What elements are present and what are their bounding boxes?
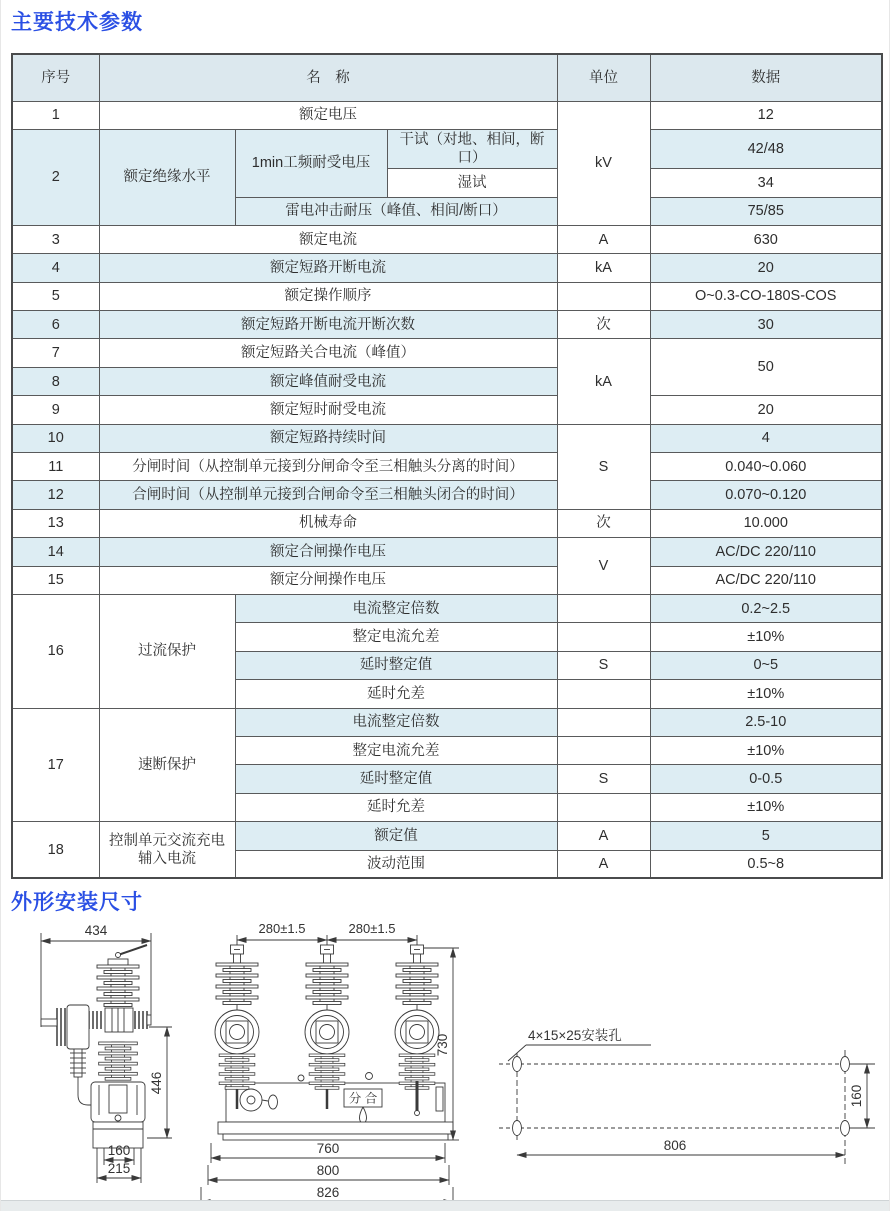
row-no: 9 (12, 396, 99, 424)
row-unit-empty (557, 793, 650, 821)
row-name: 机械寿命 (99, 509, 557, 537)
row-data: ±10% (650, 793, 882, 821)
row-data: 20 (650, 396, 882, 424)
row-unit: 次 (557, 311, 650, 339)
row-no: 5 (12, 282, 99, 310)
row-name: 分闸时间（从控制单元接到分闸命令至三相触头分离的时间） (99, 453, 557, 481)
row-data: ±10% (650, 680, 882, 708)
table-row (12, 396, 882, 424)
row-data: O~0.3-CO-180S-COS (650, 282, 882, 310)
row-no: 10 (12, 424, 99, 452)
row-data: 30 (650, 311, 882, 339)
row-subname: 额定值 (235, 822, 557, 850)
technical-parameters-table (11, 53, 883, 879)
row-data: 42/48 (650, 129, 882, 168)
row-name: 额定绝缘水平 (99, 129, 235, 225)
row-name: 控制单元交流充电辅入电流 (99, 822, 235, 879)
row-data: AC/DC 220/110 (650, 566, 882, 594)
row-no: 18 (12, 822, 99, 879)
dim-front-height-label: 730 (435, 1033, 450, 1057)
table-header-row (12, 54, 882, 101)
row-unit: V (557, 538, 650, 595)
row-data: 12 (650, 101, 882, 129)
row-data: 75/85 (650, 197, 882, 225)
row-no: 3 (12, 225, 99, 253)
dim-top-width-label: 434 (84, 923, 108, 938)
row-unit: kV (557, 101, 650, 225)
row-unit-empty (557, 595, 650, 623)
table-row (12, 225, 882, 253)
row-name: 额定短路关合电流（峰值） (99, 339, 557, 367)
row-no: 6 (12, 311, 99, 339)
dim-height-label: 446 (149, 1071, 164, 1095)
row-unit: kA (557, 254, 650, 282)
dim-w1-label: 760 (316, 1141, 340, 1156)
row-no: 4 (12, 254, 99, 282)
row-subname: 波动范围 (235, 850, 557, 878)
row-name: 合闸时间（从控制单元接到合闸命令至三相触头闭合的时间） (99, 481, 557, 509)
row-name: 过流保护 (99, 595, 235, 709)
row-subname: 电流整定倍数 (235, 708, 557, 736)
row-no: 1 (12, 101, 99, 129)
table-row (12, 101, 882, 129)
row-subname: 延时整定值 (235, 765, 557, 793)
dim-hole-horizontal-label: 806 (663, 1138, 687, 1153)
row-no: 12 (12, 481, 99, 509)
mounting-holes-label: 4×15×25安装孔 (528, 1028, 622, 1043)
row-no: 13 (12, 509, 99, 537)
row-unit: A (557, 850, 650, 878)
row-data: 50 (650, 339, 882, 396)
row-no: 14 (12, 538, 99, 566)
dim-hole-vertical-label: 160 (849, 1084, 864, 1108)
section-title-dimensions: 外形安装尺寸 (11, 891, 143, 914)
row-unit: 次 (557, 509, 650, 537)
table-row (12, 282, 882, 310)
row-data: 0.040~0.060 (650, 453, 882, 481)
row-unit-empty (557, 623, 650, 651)
row-no: 2 (12, 129, 99, 225)
header-name: 名 称 (99, 54, 557, 101)
row-subname: 1min工频耐受电压 (235, 129, 387, 197)
row-data: 4 (650, 424, 882, 452)
row-name: 额定短路开断电流开断次数 (99, 311, 557, 339)
row-name: 额定分闸操作电压 (99, 566, 557, 594)
mounting-holes-figure (499, 1027, 875, 1165)
table-row (12, 509, 882, 537)
row-name: 额定峰值耐受电流 (99, 367, 557, 395)
table-row (12, 538, 882, 566)
row-subname: 整定电流允差 (235, 736, 557, 764)
row-data: ±10% (650, 736, 882, 764)
side-view-figure (41, 923, 172, 1183)
row-data: 0.070~0.120 (650, 481, 882, 509)
row-data: 5 (650, 822, 882, 850)
row-name: 额定电压 (99, 101, 557, 129)
row-name: 额定短时耐受电流 (99, 396, 557, 424)
row-no: 17 (12, 708, 99, 822)
row-no: 16 (12, 595, 99, 709)
row-unit: A (557, 225, 650, 253)
row-data: 0-0.5 (650, 765, 882, 793)
row-unit-empty (557, 736, 650, 764)
open-close-indicator-label: 分 合 (348, 1091, 378, 1106)
row-subname: 湿试 (387, 169, 557, 197)
table-row (12, 822, 882, 850)
section-title-main-parameters: 主要技术参数 (11, 11, 143, 34)
header-unit: 单位 (557, 54, 650, 101)
dim-pole-spacing2-label: 280±1.5 (348, 921, 396, 936)
row-subname: 电流整定倍数 (235, 595, 557, 623)
table-row (12, 254, 882, 282)
row-no: 15 (12, 566, 99, 594)
row-unit: kA (557, 339, 650, 424)
row-data: 0~5 (650, 651, 882, 679)
dim-w2-label: 800 (316, 1163, 340, 1178)
row-unit-empty (557, 282, 650, 310)
table-row (12, 708, 882, 736)
header-no: 序号 (12, 54, 99, 101)
front-view-figure (201, 921, 459, 1207)
dim-base-outer-label: 215 (107, 1161, 131, 1176)
row-name: 额定合闸操作电压 (99, 538, 557, 566)
table-row (12, 311, 882, 339)
row-name: 速断保护 (99, 708, 235, 822)
table-row (12, 453, 882, 481)
row-unit-empty (557, 680, 650, 708)
row-unit: A (557, 822, 650, 850)
header-data: 数据 (650, 54, 882, 101)
row-data: AC/DC 220/110 (650, 538, 882, 566)
table-row (12, 481, 882, 509)
table-row (12, 566, 882, 594)
row-no: 11 (12, 453, 99, 481)
table-row (12, 339, 882, 367)
outline-dimension-drawing (1, 915, 890, 1211)
row-name: 额定电流 (99, 225, 557, 253)
table-row (12, 595, 882, 623)
row-data: 0.2~2.5 (650, 595, 882, 623)
row-no: 7 (12, 339, 99, 367)
row-subname: 延时允差 (235, 680, 557, 708)
row-unit: S (557, 651, 650, 679)
row-unit: S (557, 424, 650, 509)
row-data: 2.5-10 (650, 708, 882, 736)
row-unit-empty (557, 708, 650, 736)
row-data: 0.5~8 (650, 850, 882, 878)
row-data: 630 (650, 225, 882, 253)
row-name: 额定短路持续时间 (99, 424, 557, 452)
table-row (12, 129, 882, 168)
row-data: ±10% (650, 623, 882, 651)
dim-w3-label: 826 (316, 1185, 340, 1200)
table-row (12, 424, 882, 452)
row-subname: 干试（对地、相间，断口） (387, 129, 557, 168)
row-subname: 延时允差 (235, 793, 557, 821)
row-subname: 雷电冲击耐压（峰值、相间/断口） (235, 197, 557, 225)
dim-base-inner-label: 160 (107, 1143, 131, 1158)
row-unit: S (557, 765, 650, 793)
row-data: 34 (650, 169, 882, 197)
row-name: 额定操作顺序 (99, 282, 557, 310)
dim-pole-spacing1-label: 280±1.5 (258, 921, 306, 936)
row-subname: 整定电流允差 (235, 623, 557, 651)
row-no: 8 (12, 367, 99, 395)
page-bottom-strip (1, 1200, 890, 1211)
row-subname: 延时整定值 (235, 651, 557, 679)
row-name: 额定短路开断电流 (99, 254, 557, 282)
row-data: 20 (650, 254, 882, 282)
row-data: 10.000 (650, 509, 882, 537)
